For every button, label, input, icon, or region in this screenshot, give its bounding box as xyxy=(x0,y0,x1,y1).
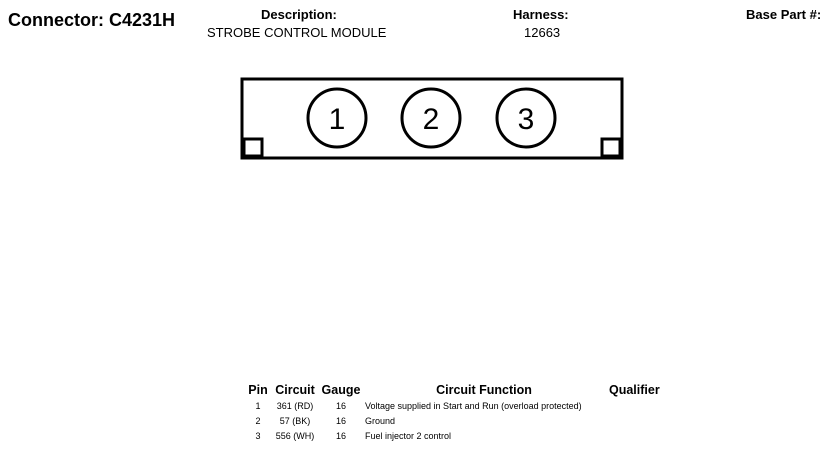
qualifier-cell xyxy=(607,398,681,413)
pin-cell: 2 xyxy=(255,415,261,426)
table-row xyxy=(245,398,681,413)
left-latch-key xyxy=(244,139,262,156)
pin-table xyxy=(245,382,681,443)
pin-number-1: 1 xyxy=(328,103,346,136)
description-value: STROBE CONTROL MODULE xyxy=(207,25,387,40)
gauge-cell: 16 xyxy=(335,400,346,411)
right-latch-key xyxy=(602,139,620,156)
pin-table-header-row xyxy=(245,382,681,398)
gauge-cell: 16 xyxy=(335,430,346,441)
pin-cell: 1 xyxy=(255,400,261,411)
harness-label: Harness: xyxy=(513,7,569,22)
qualifier-column-header: Qualifier xyxy=(609,383,660,397)
description-label: Description: xyxy=(261,7,337,22)
qualifier-cell xyxy=(607,428,681,443)
circuit-cell: 57 (BK) xyxy=(279,415,311,426)
qualifier-cell xyxy=(607,413,681,428)
circuit-cell: 361 (RD) xyxy=(276,400,314,411)
base-part-label: Base Part #: xyxy=(746,7,822,22)
function-cell: Fuel injector 2 control xyxy=(365,430,452,441)
pin-number-3: 3 xyxy=(517,103,535,136)
pin-cavity-2 xyxy=(402,89,460,147)
table-row xyxy=(245,413,681,428)
function-column-header: Circuit Function xyxy=(436,383,532,397)
table-row xyxy=(245,428,681,443)
circuit-column-header: Circuit xyxy=(275,383,315,397)
harness-value: 12663 xyxy=(524,25,561,40)
pin-cavity-3 xyxy=(497,89,555,147)
pin-cavity-1 xyxy=(308,89,366,147)
function-cell: Voltage supplied in Start and Run (overload protected) xyxy=(365,400,582,411)
pin-number-2: 2 xyxy=(422,103,440,136)
gauge-column-header: Gauge xyxy=(321,383,361,397)
connector-title: Connector: C4231H xyxy=(8,10,176,30)
pin-cell: 3 xyxy=(255,430,261,441)
circuit-cell: 556 (WH) xyxy=(275,430,315,441)
gauge-cell: 16 xyxy=(335,415,346,426)
pin-column-header: Pin xyxy=(248,383,268,397)
function-cell: Ground xyxy=(365,415,396,426)
